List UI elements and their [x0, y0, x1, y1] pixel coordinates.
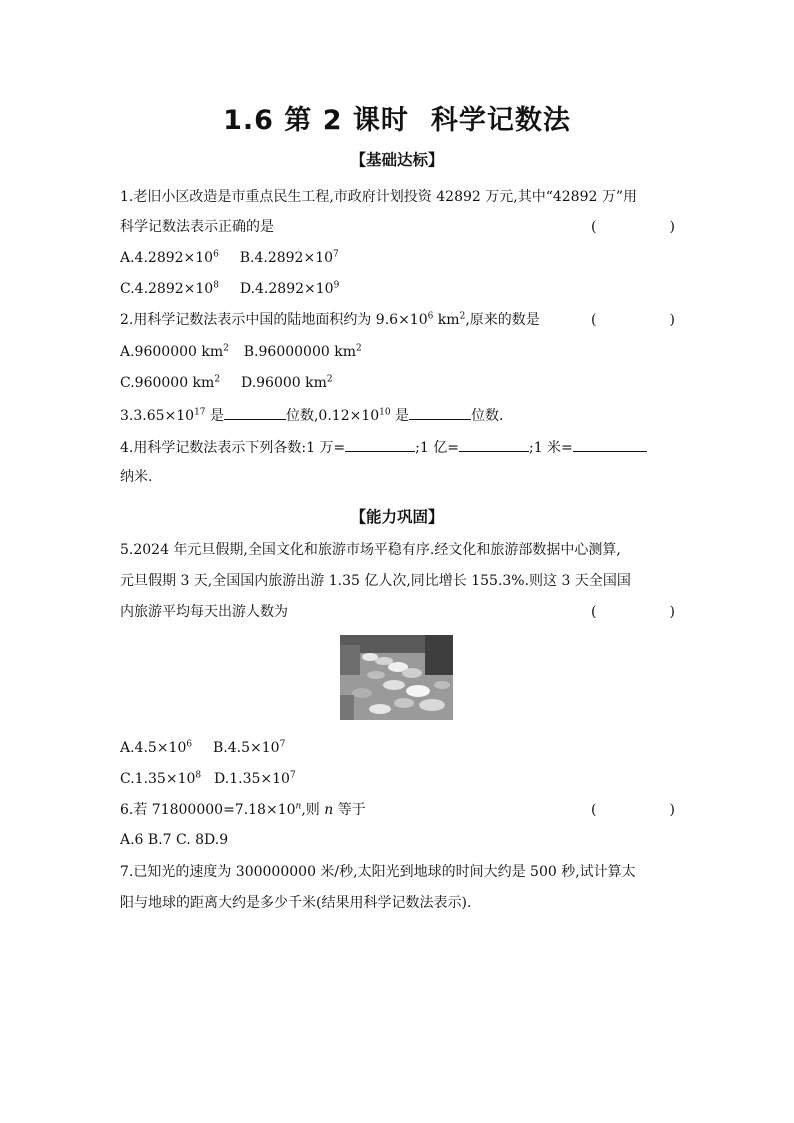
- lesson-title: 1.6 第 2 课时: [223, 105, 409, 136]
- q1-option-d[interactable]: $D.4.2892\times 10^9$: [239, 280, 340, 297]
- q1-options-row2: [120, 279, 675, 299]
- q5-options-row1: [120, 738, 675, 758]
- q4-blank-2[interactable]: [459, 436, 529, 452]
- q2-option-c[interactable]: C.960000 $km^2$: [120, 374, 221, 391]
- q5-option-c[interactable]: $C.1.35\times 10^8$: [120, 770, 202, 787]
- q6-options: A.6 B.7 C. 8D.9: [120, 832, 229, 848]
- q4-stem: 4.用科学记数法表示下列各数:1 万= ;1 亿= ;1 米=: [120, 436, 675, 458]
- q1-option-b[interactable]: $B.4.2892\times 10^7$: [239, 249, 339, 266]
- q5-stem-line3: 内旅游平均每天出游人数为: [120, 604, 288, 620]
- section-basic-heading: 【基础达标】: [350, 151, 444, 169]
- q5-stem-line1: 5.2024 年元旦假期,全国文化和旅游市场平稳有序.经文化和旅游部数据中心测算,: [120, 542, 621, 558]
- q1-option-a[interactable]: $A.4.2892\times 10^6$: [120, 249, 219, 266]
- q2-option-a[interactable]: A.9600000 $km^2$: [120, 343, 229, 360]
- q4-blank-3[interactable]: [573, 436, 647, 452]
- q2-options-row1: [120, 342, 675, 362]
- q7-stem-line1: 7.已知光的速度为 300000000 米/秒,太阳光到地球的时间大约是 500 秒,试计算太: [120, 864, 636, 880]
- q5-option-b[interactable]: $B.4.5\times 10^7$: [213, 739, 286, 756]
- crowd-photo-image: [340, 635, 453, 720]
- q2-options-row2: [120, 373, 675, 393]
- q2-option-d[interactable]: D.96000 $km^2$: [240, 374, 333, 391]
- q1-options-row1: [120, 248, 675, 268]
- q3-blank-1[interactable]: [224, 404, 286, 420]
- q2-stem: 2.用科学记数法表示中国的陆地面积约为 $9.6\times 10^6$ $km^2$,原来的数是: [120, 311, 540, 328]
- q5-stem-line2: 元旦假期 3 天,全国国内旅游出游 1.35 亿人次,同比增长 155.3%.则这 3 天全国国: [120, 573, 631, 589]
- q3-stem: $3.3.65\times 10^{17}$ 是 位数$,0.12\times 10^{10}$ 是 位数.: [120, 404, 675, 426]
- crowd-photo: [340, 635, 453, 720]
- worksheet-page: 1.6 第 2 课时 科学记数法 【基础达标】 1.老旧小区改造是市重点民生工程,市政府计划投资 42892 万元,其中“42892 万”用 科学记数法表示正确的是 ( ) $A.4.2892\times 10^6$ $B.4.2892\times 10^7$ $C.4.2892\times 10^8$ $D.4.2892\times 10^9$ 2.用科学记数法表示中国的陆地面积约为 $9.6\times 10^6$ $km^2$,原来的数是 ( ) A.9600000 $km^2$ B.96000000 $km^2$ C.960000 $km^2$ D.96000 $km^2$ $3.3.65\times 10^{17}$ 是 位数$,0.12\times 10^{10}$ 是 位数. 4.用科学记数法表示下列各数:1 万= ;1 亿= ;1 米= 纳米. 【能力巩固】 5.2024 年元旦假期,全国文化和旅游市场平稳有序.经文化和旅游部数据中心测算, 元旦假期 3 天,全国国内旅游出游 1.35 亿人次,同比增长 155.3%.则这 3 天全国国 内旅游平均每天出游人数为 ( ) $A.4.5\times 10^6$ $B.4.5\times 10^7$ $C.1.35\times 10^8$ $D.1.35\times 10^7$ 6.若 $71800000=7.18\times 10^n$,则 n 等于 ( ) A.6 B.7 C. 8D.9 7.已知光的速度为 300000000 米/秒,太阳光到地球的时间大约是 500 秒,试计算太 阳与地球的距离大约是多少千米(结果用科学记数法表示).: [0, 0, 794, 1123]
- q2-option-b[interactable]: B.96000000 $km^2$: [243, 343, 362, 360]
- q6-stem: 6.若 $71800000=7.18\times 10^n$,则 n 等于: [120, 801, 366, 818]
- page-title: [0, 98, 794, 137]
- q7-stem-line2: 阳与地球的距离大约是多少千米(结果用科学记数法表示).: [120, 895, 472, 911]
- q4-blank-1[interactable]: [345, 436, 415, 452]
- q5-option-d[interactable]: $D.1.35\times 10^7$: [214, 770, 296, 787]
- q1-option-c[interactable]: $C.4.2892\times 10^8$: [120, 280, 219, 297]
- q3-blank-2[interactable]: [409, 404, 471, 420]
- section-advanced-heading: 【能力巩固】: [350, 508, 444, 526]
- q1-stem-line1: 1.老旧小区改造是市重点民生工程,市政府计划投资 42892 万元,其中“42892 万”用: [120, 189, 637, 205]
- q1-stem-line2: 科学记数法表示正确的是: [120, 219, 274, 235]
- q5-options-row2: [120, 769, 675, 789]
- lesson-topic: 科学记数法: [430, 105, 571, 136]
- q4-stem-line2: 纳米.: [120, 469, 153, 485]
- q5-option-a[interactable]: $A.4.5\times 10^6$: [120, 739, 193, 756]
